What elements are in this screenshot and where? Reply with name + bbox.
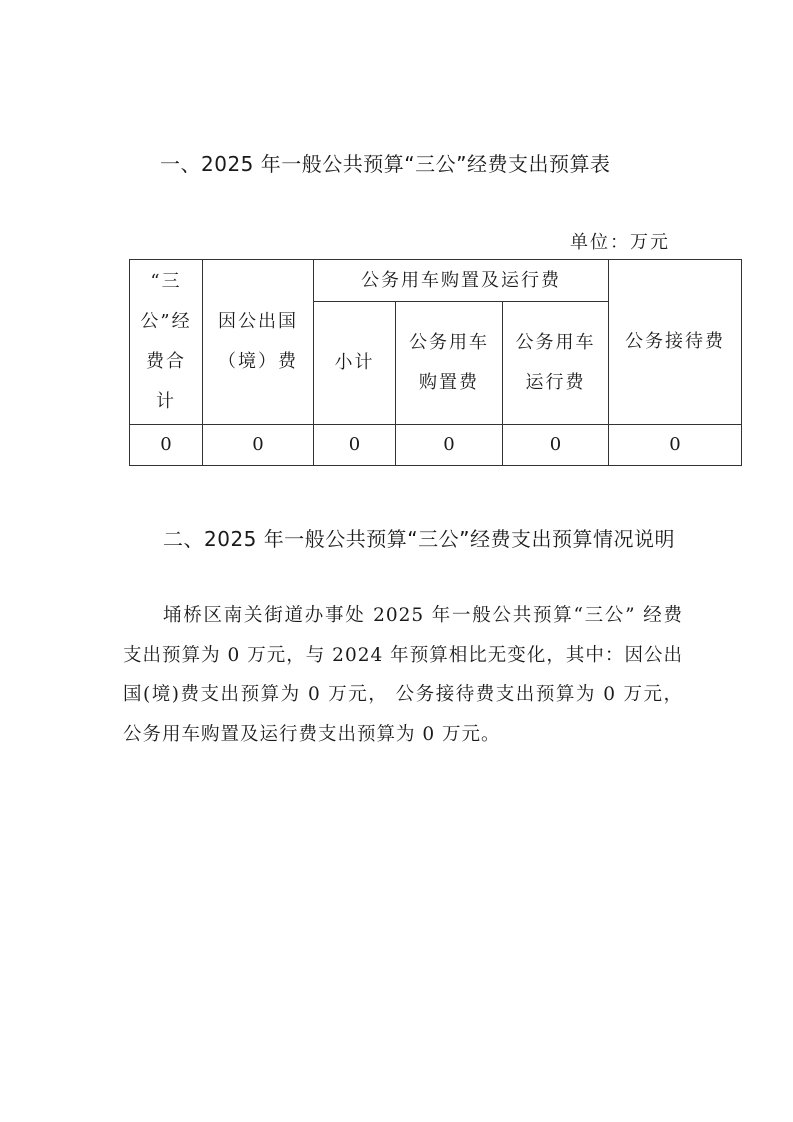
section2-paragraph: 埇桥区南关街道办事处 2025 年一般公共预算“三公” 经费支出预算为 0 万元，与 2024 年预算相比无变化，其中：因公出国(境)费支出预算为 0 万元， 公务接待费支出预算为 0 万元，公务用车购置及运行费支出预算为 0 万元。 [123, 605, 683, 745]
header-purchase-cell [396, 302, 503, 425]
header-subtotal: 小计 [314, 302, 396, 425]
header-total-line4: 计 [155, 391, 176, 412]
table-header-row [130, 260, 742, 302]
value-purchase: 0 [396, 425, 503, 466]
value-subtotal: 0 [314, 425, 396, 466]
value-abroad: 0 [203, 425, 314, 466]
header-operation-line2: 运行费 [525, 372, 586, 393]
header-total-line1: “三 [150, 271, 182, 292]
header-operation-line1: 公务用车 [515, 332, 596, 353]
header-total-line2: 公”经 [140, 311, 192, 332]
header-abroad-cell [203, 260, 314, 425]
header-vehicle-group: 公务用车购置及运行费 [314, 260, 609, 302]
table-row [130, 425, 742, 466]
header-total-line3: 费合 [145, 351, 186, 372]
budget-table [129, 259, 742, 466]
header-abroad-line1: 因公出国 [218, 311, 298, 332]
value-total: 0 [130, 425, 203, 466]
header-abroad-line2: （境）费 [218, 351, 298, 372]
header-purchase-line1: 公务用车 [409, 332, 489, 353]
header-purchase-line2: 购置费 [419, 372, 479, 393]
header-operation-cell [503, 302, 609, 425]
unit-label: 单位：万元 [570, 232, 670, 253]
header-reception: 公务接待费 [609, 260, 742, 425]
value-reception: 0 [609, 425, 742, 466]
section1-title: 一、2025 年一般公共预算“三公”经费支出预算表 [160, 152, 611, 176]
section2-title: 二、2025 年一般公共预算“三公”经费支出预算情况说明 [163, 527, 675, 551]
value-operation: 0 [503, 425, 609, 466]
header-total-cell [130, 260, 203, 425]
